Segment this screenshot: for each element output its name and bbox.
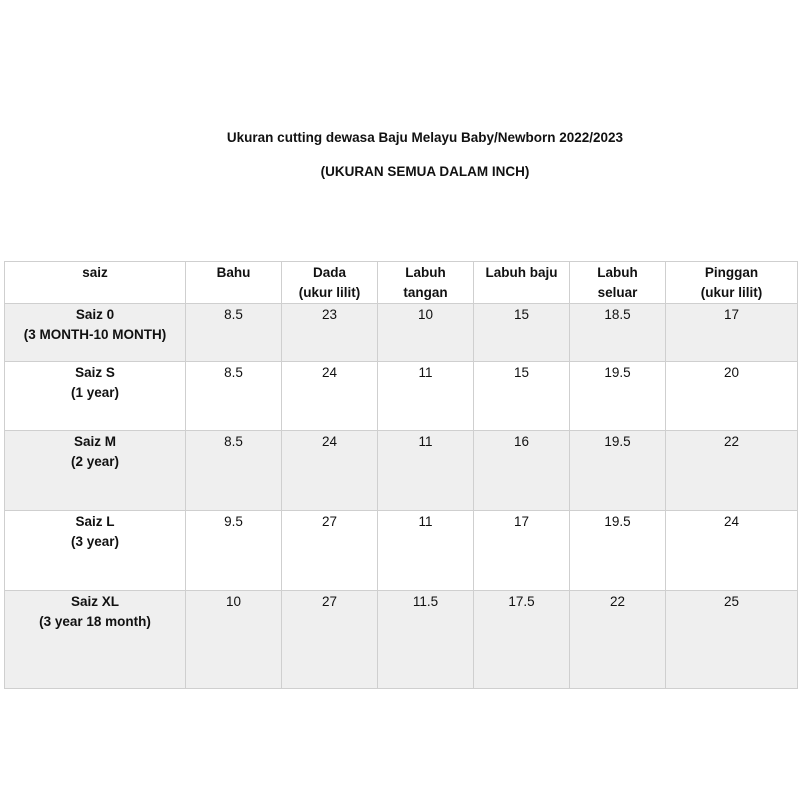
size-cell: Saiz XL (3 year 18 month)	[5, 591, 186, 689]
table-row	[5, 431, 798, 511]
header-cell: Dada (ukur lilit)	[282, 262, 378, 304]
table-cell: 20	[666, 362, 798, 431]
table-cell: 23	[282, 304, 378, 362]
table-cell: 10	[378, 304, 474, 362]
size-cell: Saiz S (1 year)	[5, 362, 186, 431]
table-row	[5, 591, 798, 689]
header-cell: Labuh baju	[474, 262, 570, 304]
size-cell: Saiz L (3 year)	[5, 511, 186, 591]
table-cell: 11	[378, 511, 474, 591]
table-cell: 17.5	[474, 591, 570, 689]
header-cell: Labuh tangan	[378, 262, 474, 304]
table-cell: 15	[474, 362, 570, 431]
table-cell: 22	[570, 591, 666, 689]
size-cell: Saiz M (2 year)	[5, 431, 186, 511]
size-chart-table	[4, 261, 798, 689]
table-cell: 19.5	[570, 511, 666, 591]
table-cell: 19.5	[570, 431, 666, 511]
table-cell: 15	[474, 304, 570, 362]
table-cell: 9.5	[186, 511, 282, 591]
table-cell: 27	[282, 511, 378, 591]
table-cell: 16	[474, 431, 570, 511]
table-row	[5, 511, 798, 591]
table-row	[5, 362, 798, 431]
table-cell: 8.5	[186, 362, 282, 431]
table-cell: 10	[186, 591, 282, 689]
table-cell: 24	[282, 362, 378, 431]
table-cell: 24	[282, 431, 378, 511]
table-header-row	[5, 262, 798, 304]
table-cell: 8.5	[186, 431, 282, 511]
table-cell: 11	[378, 431, 474, 511]
table-cell: 17	[474, 511, 570, 591]
table-cell: 22	[666, 431, 798, 511]
table-cell: 8.5	[186, 304, 282, 362]
table-cell: 11.5	[378, 591, 474, 689]
table-cell: 27	[282, 591, 378, 689]
table-cell: 25	[666, 591, 798, 689]
header-cell: saiz	[5, 262, 186, 304]
table-cell: 17	[666, 304, 798, 362]
size-cell: Saiz 0 (3 MONTH-10 MONTH)	[5, 304, 186, 362]
document-subtitle: (UKURAN SEMUA DALAM INCH)	[320, 164, 530, 179]
header-cell: Labuh seluar	[570, 262, 666, 304]
table-cell: 18.5	[570, 304, 666, 362]
header-cell: Bahu	[186, 262, 282, 304]
table-cell: 19.5	[570, 362, 666, 431]
table-cell: 11	[378, 362, 474, 431]
document-title: Ukuran cutting dewasa Baju Melayu Baby/Newborn 2022/2023	[226, 130, 624, 145]
table-row	[5, 304, 798, 362]
table-cell: 24	[666, 511, 798, 591]
header-cell: Pinggan (ukur lilit)	[666, 262, 798, 304]
